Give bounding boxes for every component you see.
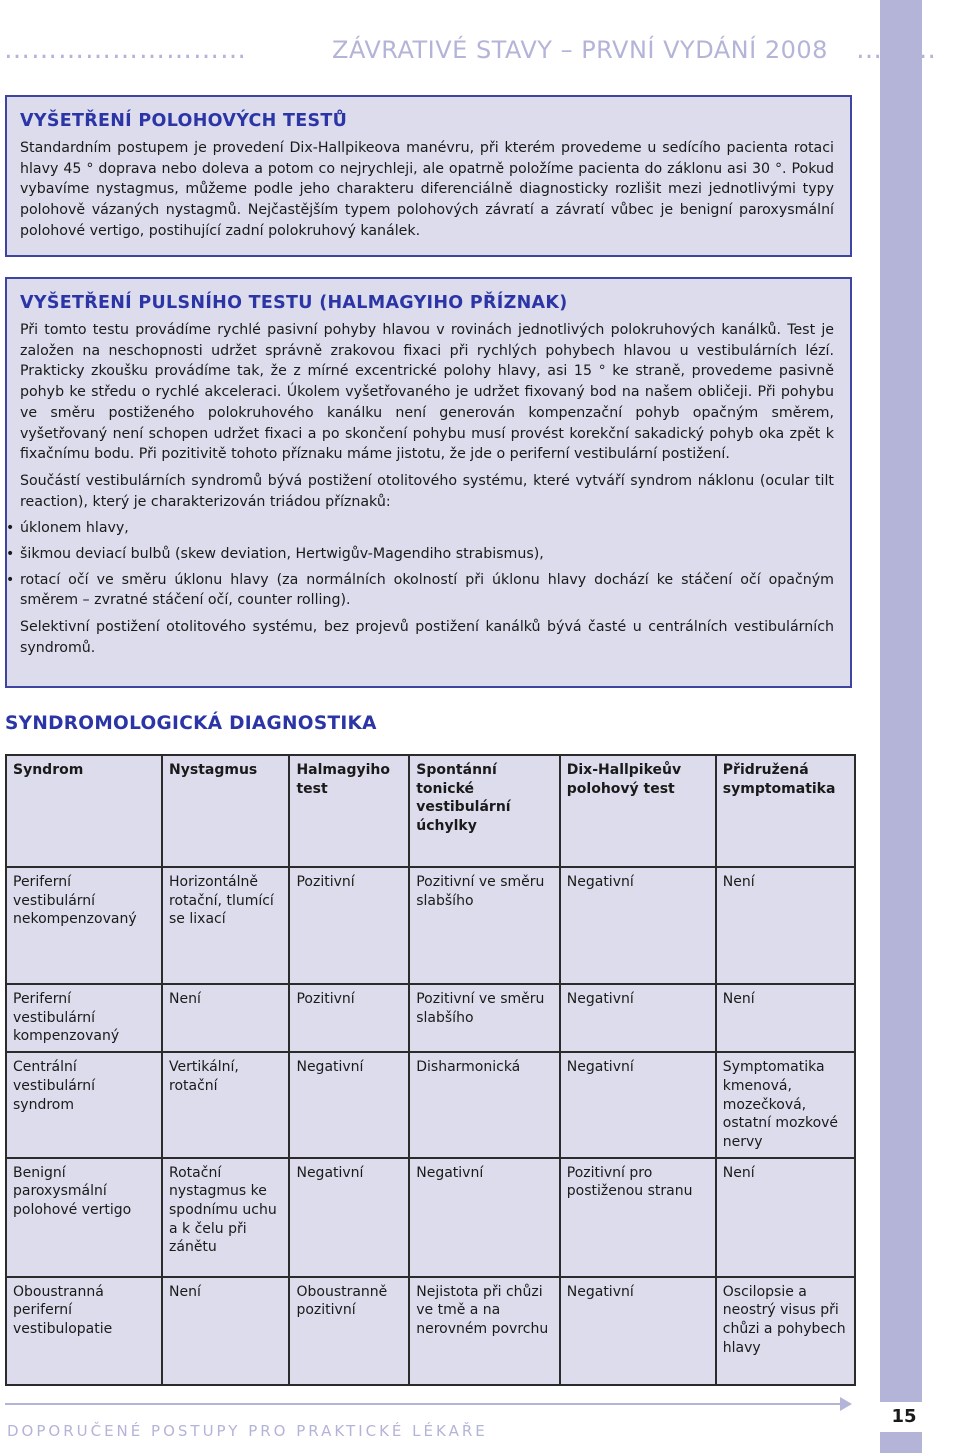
table-cell: Periferní vestibulární nekompenzovaný [6,867,162,984]
table-cell: Oscilopsie a neostrý visus při chůzi a pohybech hlavy [716,1277,855,1385]
table-cell: Pozitivní ve směru slabšího [409,867,560,984]
list-item-text: úklonem hlavy, [20,520,129,537]
header-cell: Halmagyiho test [289,755,409,867]
arrow-right-icon [840,1397,852,1411]
table-row [6,867,855,984]
table-cell: Symptomatika kmenová, mozečková, ostatní mozkové nervy [716,1052,855,1158]
table-cell: Není [162,1277,289,1385]
footer-title: DOPORUČENÉ POSTUPY PRO PRAKTICKÉ LÉKAŘE [7,1422,488,1440]
table-cell: Pozitivní ve směru slabšího [409,984,560,1052]
bullet-icon: • [6,546,15,563]
table-cell: Oboustranně pozitivní [289,1277,409,1385]
list-item [6,518,834,539]
header-cell: Nystagmus [162,755,289,867]
header-title: ZÁVRATIVÉ STAVY – PRVNÍ VYDÁNÍ 2008 [332,36,828,64]
header-cell: Spontánní tonické vestibulární úchylky [409,755,560,867]
header-dots-left: ……………………… [4,35,247,65]
table-cell: Není [716,984,855,1052]
table-cell: Negativní [560,984,716,1052]
section-title: SYNDROMOLOGICKÁ DIAGNOSTIKA [5,713,377,734]
positional-tests-heading: VYŠETŘENÍ POLOHOVÝCH TESTŮ [20,111,348,131]
table-row [6,1158,855,1277]
table-cell: Pozitivní [289,867,409,984]
running-header [0,30,960,70]
table-cell: Benigní paroxysmální polohové vertigo [6,1158,162,1277]
footer-rule [5,1403,847,1405]
table-cell: Vertikální, rotační [162,1052,289,1158]
table-row [6,1277,855,1385]
table-cell: Periferní vestibulární kompenzovaný [6,984,162,1052]
table-cell: Disharmonická [409,1052,560,1158]
bullet-icon: • [6,520,15,537]
page-number: 15 [880,1402,928,1432]
table-cell: Centrální vestibulární syndrom [6,1052,162,1158]
table-cell: Horizontálně rotační, tlumící se lixací [162,867,289,984]
triad-list [6,518,834,611]
pulse-test-paragraph-1: Při tomto testu provádíme rychlé pasivní pohyby hlavou v rovinách jednotlivých polokruhových kanálků. Test je založen na neschopnosti udržet správně zrakovou fixaci při rychlých pohybech hlavou u vestibulárních lézí. Prakticky zkoušku provádíme tak, že z mírné excentrické polohy hlavy, asi 15 ° ke straně, provedeme pasivně pohyb ke středu o rychlé akceleraci. Úkolem vyšetřovaného je udržet fixovaný bod na našem obličeji. Při pohybu ve směru postiženého polokruhového kanálku není generován kompenzační pohyb opačným směrem, vyšetřovaný není schopen udržet fixaci a po skončení pohybu musí provést korekční sakadický pohyb oka zpět k fixačnímu bodu. Při pozitivitě tohoto příznaku máme jistotu, že jde o periferní vestibulární postižení. [20,322,834,463]
table-cell: Není [716,1158,855,1277]
table-cell: Nejistota při chůzi ve tmě a na nerovném povrchu [409,1277,560,1385]
table-cell: Pozitivní pro postiženou stranu [560,1158,716,1277]
table-row [6,984,855,1052]
pulse-test-paragraph-3: Selektivní postižení otolitového systému, bez projevů postižení kanálků bývá časté u centrálních vestibulárních syndromů. [20,619,834,656]
table-cell: Negativní [409,1158,560,1277]
list-item-text: rotací očí ve směru úklonu hlavy (za normálních okolností při úklonu hlavy dochází ke stáčení očí opačným směrem – zvratné stáčení očí, counter rolling). [20,571,834,609]
header-cell: Syndrom [6,755,162,867]
sidebar-strip [880,0,922,1453]
header-dots-right: ……… [856,35,937,65]
table-cell: Negativní [289,1158,409,1277]
pulse-test-paragraph-2: Součástí vestibulárních syndromů bývá postižení otolitového systému, které vytváří syndrom náklonu (ocular tilt reaction), který je charakterizován triádou příznaků: [20,472,834,510]
table-cell: Negativní [560,867,716,984]
table-cell: Negativní [289,1052,409,1158]
pulse-test-box [5,277,852,688]
positional-tests-box [5,95,852,257]
table-cell: Negativní [560,1052,716,1158]
table-row [6,1052,855,1158]
list-item [6,544,834,565]
syndrome-table [5,754,856,1386]
table-cell: Není [716,867,855,984]
table-cell: Negativní [560,1277,716,1385]
table-cell: Rotační nystagmus ke spodnímu uchu a k čelu při zánětu [162,1158,289,1277]
table-cell: Oboustranná periferní vestibulopatie [6,1277,162,1385]
table-cell: Pozitivní [289,984,409,1052]
table-cell: Není [162,984,289,1052]
positional-tests-paragraph: Standardním postupem je provedení Dix-Hallpikeova manévru, při kterém provedeme u sedícího pacienta rotaci hlavy 45 ° doprava nebo doleva a potom co nejrychleji, ale opatrně položíme pacienta do záklonu asi 30 °. Pokud vybavíme nystagmus, můžeme podle jeho charakteru diferenciálně diagnosticky rozlišit mezi jednotlivými typy polohově vázaných nystagmů. Nejčastějším typem polohových závratí a závratí vůbec je benigní paroxysmální polohové vertigo, postihující zadní polokruhový kanálek. [20,140,834,239]
pulse-test-heading: VYŠETŘENÍ PULSNÍHO TESTU (HALMAGYIHO PŘÍZNAK) [20,293,568,313]
bullet-icon: • [6,571,15,588]
header-cell: Přidružená symptomatika [716,755,855,867]
list-item-text: šikmou deviací bulbů (skew deviation, Hertwigův-Magendiho strabismus), [20,546,544,563]
table-header-row [6,755,855,867]
header-cell: Dix-Hallpikeův polohový test [560,755,716,867]
list-item [6,570,834,611]
